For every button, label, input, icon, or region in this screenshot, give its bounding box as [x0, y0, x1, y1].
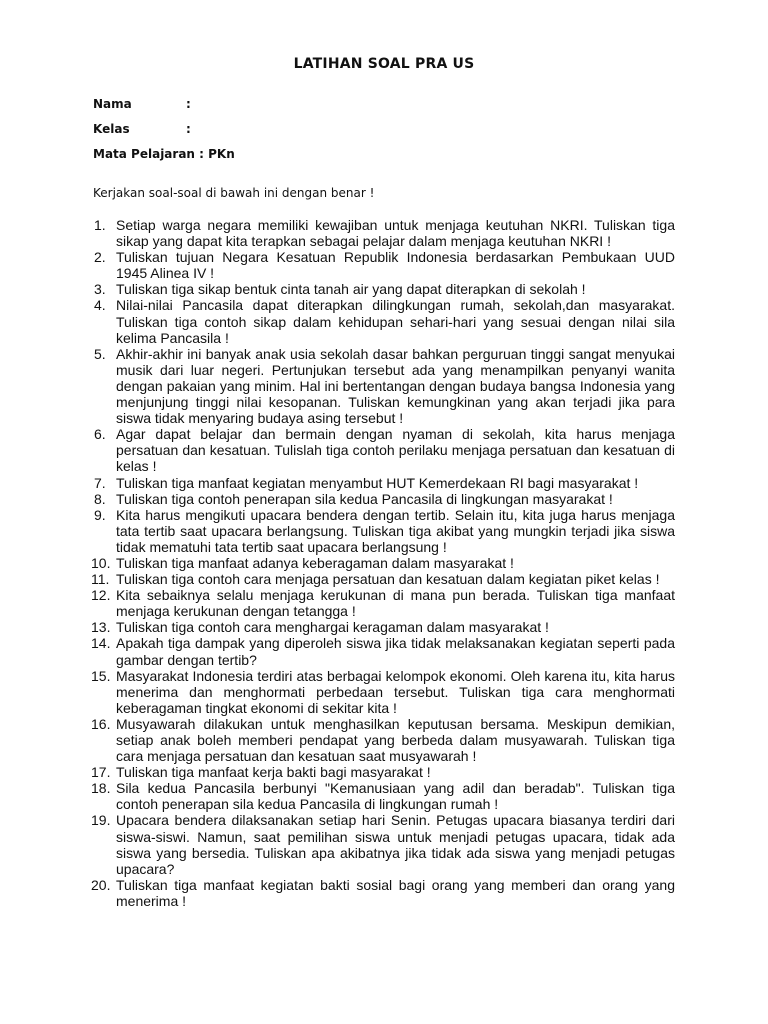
question-item: [94, 297, 675, 345]
question-item: [91, 571, 675, 588]
question-text: Setiap warga negara memiliki kewajiban untuk menjaga keutuhan NKRI. Tuliskan tiga sikap yang dapat kita terapkan sebagai pelajar dalam menjaga keutuhan NKRI !: [116, 217, 675, 250]
question-text: Musyawarah dilakukan untuk menghasilkan keputusan bersama. Meskipun demikian, setiap anak boleh memberi pendapat yang berbeda dalam musyawarah. Tuliskan tiga cara menjaga persatuan dan kesatuan saat musyawarah !: [116, 715, 675, 765]
question-number: 13.: [91, 619, 111, 636]
question-number: 15.: [91, 667, 111, 684]
question-item: [91, 635, 675, 668]
question-text: Tuliskan tiga contoh penerapan sila kedua Pancasila di lingkungan masyarakat !: [116, 490, 613, 507]
question-item: [94, 507, 675, 555]
question-text: Sila kedua Pancasila berbunyi "Kemanusiaan yang adil dan beradab". Tuliskan tiga contoh penerapan sila kedua Pancasila di lingkungan rumah !: [116, 780, 675, 813]
question-item: [94, 217, 675, 249]
question-number: 6.: [94, 426, 106, 443]
question-text: Tuliskan tiga contoh cara menjaga persatuan dan kesatuan dalam kegiatan piket kelas !: [116, 571, 660, 588]
question-number: 16.: [91, 715, 111, 732]
question-text: Akhir-akhir ini banyak anak usia sekolah dasar bahkan perguruan tinggi sangat menyukai musik dari luar negeri. Pertunjukan tersebut ada yang menampilkan penyanyi wanita dengan pakaian yang minim. Hal ini bertentangan dengan budaya bangsa Indonesia yang menjunjung tinggi nilai kesopanan. Tuliskan kemungkinan yang akan terjadi jika para siswa tidak menyaring budaya asing tersebut !: [116, 345, 675, 427]
question-number: 20.: [91, 876, 111, 893]
question-number: 10.: [91, 554, 111, 571]
question-text: Kita sebaiknya selalu menjaga kerukunan di mana pun berada. Tuliskan tiga manfaat menjaga kerukunan dengan tetangga !: [116, 587, 675, 620]
question-item: [91, 812, 675, 877]
question-number: 3.: [94, 281, 106, 298]
kelas-row: [93, 122, 191, 136]
kelas-colon: :: [186, 122, 191, 136]
page-title: LATIHAN SOAL PRA US: [293, 56, 475, 72]
question-item: [91, 876, 675, 909]
question-number: 11.: [91, 571, 110, 588]
question-item: [94, 346, 675, 426]
question-number: 8.: [94, 490, 106, 507]
question-list: [91, 217, 675, 909]
question-number: 17.: [91, 764, 111, 781]
question-number: 4.: [94, 297, 106, 314]
question-item: [91, 619, 675, 636]
question-item: [94, 475, 675, 491]
nama-colon: :: [186, 97, 191, 111]
question-number: 9.: [94, 506, 106, 523]
question-text: Upacara bendera dilaksanakan setiap hari Senin. Petugas upacara biasanya terdiri dari siswa-siswi. Namun, saat pemilihan siswa untuk menjadi petugas upacara, tidak ada siswa yang bersedia. Tuliskan apa akibatnya jika tidak ada siswa yang menjadi petugas upacara?: [116, 812, 675, 877]
question-number: 19.: [91, 812, 111, 829]
question-item: [91, 554, 675, 571]
question-text: Tuliskan tujuan Negara Kesatuan Republik Indonesia berdasarkan Pembukaan UUD 1945 Alinea IV !: [116, 249, 675, 282]
question-number: 18.: [91, 780, 111, 797]
question-number: 7.: [94, 474, 106, 491]
question-text: Nilai-nilai Pancasila dapat diterapkan dilingkungan rumah, sekolah,dan masyarakat. Tuliskan tiga contoh sikap dalam kehidupan sehari-hari yang sesuai dengan nilai sila kelima Pancasila !: [116, 297, 675, 346]
question-item: [94, 426, 675, 474]
question-item: [94, 249, 675, 281]
question-item: [94, 491, 675, 507]
question-number: 1.: [94, 217, 106, 233]
question-number: 5.: [94, 345, 106, 362]
question-number: 14.: [91, 635, 111, 652]
nama-row: [93, 97, 191, 111]
question-text: Masyarakat Indonesia terdiri atas berbagai kelompok ekonomi. Oleh karena itu, kita harus menerima dan menghormati perbedaan tersebut. Tuliskan tiga cara menghormati keberagaman tingkat ekonomi di sekitar kita !: [116, 667, 675, 716]
question-text: Tuliskan tiga manfaat kegiatan bakti sosial bagi orang yang memberi dan orang yang menerima !: [116, 876, 675, 909]
question-number: 12.: [91, 587, 111, 604]
question-text: Apakah tiga dampak yang diperoleh siswa jika tidak melaksanakan kegiatan seperti pada gambar dengan tertib?: [116, 635, 675, 668]
question-item: [91, 667, 675, 716]
question-item: [94, 281, 675, 297]
nama-label: Nama: [93, 97, 132, 111]
question-item: [91, 780, 675, 813]
question-text: Tuliskan tiga manfaat kerja bakti bagi masyarakat !: [116, 764, 431, 781]
question-item: [91, 715, 675, 765]
kelas-label: Kelas: [93, 122, 130, 136]
instruction: Kerjakan soal-soal di bawah ini dengan benar !: [93, 186, 375, 200]
question-text: Tuliskan tiga sikap bentuk cinta tanah air yang dapat diterapkan di sekolah !: [116, 281, 586, 298]
question-item: [91, 587, 675, 620]
mapel-text: Mata Pelajaran : PKn: [93, 147, 235, 161]
mapel-row: [93, 147, 235, 161]
question-item: [91, 764, 675, 781]
question-text: Tuliskan tiga manfaat adanya keberagaman dalam masyarakat !: [116, 554, 514, 571]
question-text: Tuliskan tiga manfaat kegiatan menyambut HUT Kemerdekaan RI bagi masyarakat !: [116, 474, 639, 491]
question-text: Kita harus mengikuti upacara bendera dengan tertib. Selain itu, kita juga harus menjaga tata tertib saat upacara berlangsung. Tuliskan tiga akibat yang mungkin terjadi jika siswa tidak mematuhi tata tertib saat upacara berlangsung !: [116, 506, 675, 555]
question-text: Agar dapat belajar dan bermain dengan nyaman di sekolah, kita harus menjaga persatuan dan kesatuan. Tulislah tiga contoh perilaku menjaga persatuan dan kesatuan di kelas !: [116, 426, 675, 475]
question-text: Tuliskan tiga contoh cara menghargai keragaman dalam masyarakat !: [116, 619, 549, 636]
question-number: 2.: [94, 249, 106, 266]
